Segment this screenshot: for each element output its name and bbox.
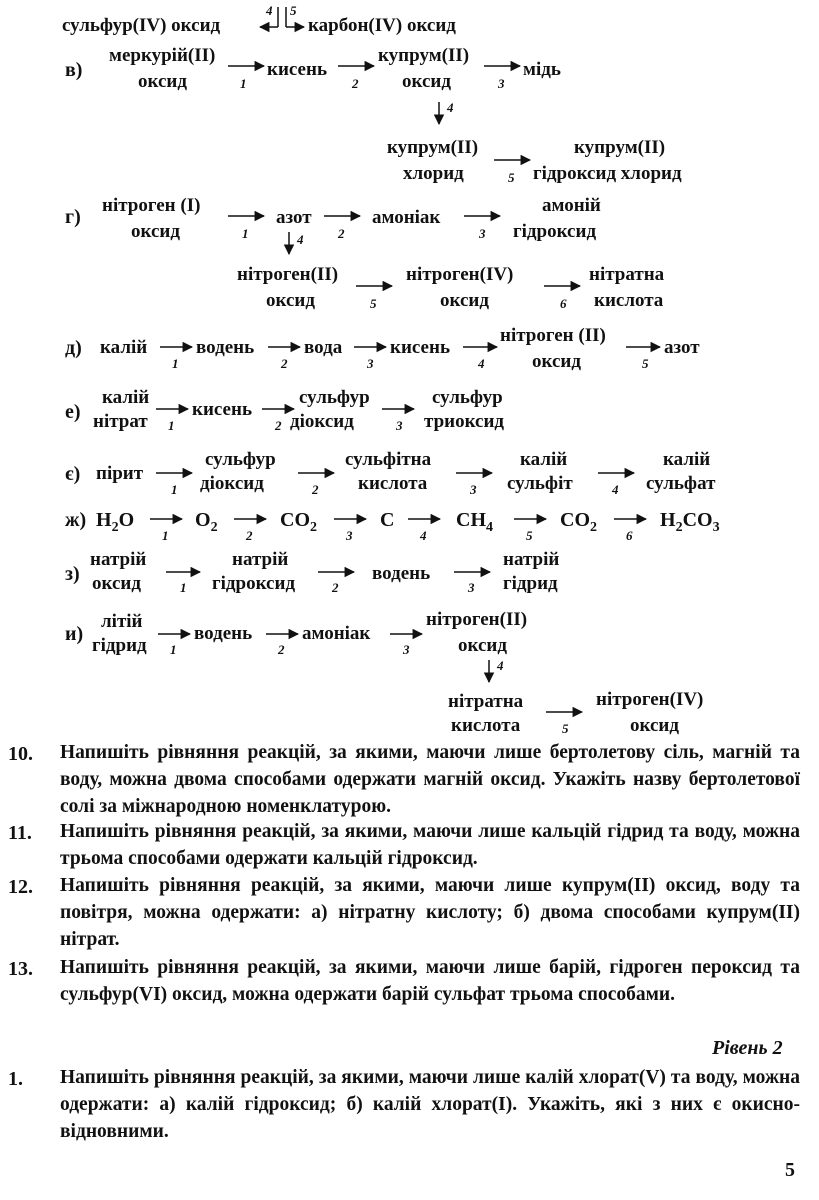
arrow-icon (160, 341, 194, 353)
formula-h2o: $H_2O$ (96, 509, 135, 535)
scheme-word: нітроген (II) (500, 325, 606, 346)
scheme-word: нітроген(II) (426, 609, 528, 630)
scheme-word: пірит (96, 463, 144, 484)
step-number: 3 (367, 356, 374, 371)
formula-c: C (380, 509, 395, 531)
scheme-top-a: сульфур(IV) оксид (62, 15, 221, 36)
arrow-icon (456, 467, 494, 479)
scheme-word: водень (372, 563, 431, 584)
step-number: 1 (172, 356, 179, 371)
scheme-word: купрум(II) (378, 45, 470, 66)
page-number: 5 (785, 1159, 795, 1181)
arrow-down-icon (282, 232, 296, 256)
arrow-icon (334, 513, 368, 525)
scheme-word: калій (520, 449, 568, 470)
scheme-label: ж) (65, 509, 87, 531)
step-number: 4 (447, 100, 454, 115)
step-number: 3 (403, 642, 410, 657)
step-number: 1 (168, 418, 175, 433)
step-number: 3 (468, 580, 475, 595)
scheme-word: оксид (92, 573, 141, 594)
scheme-word: нітроген(II) (237, 264, 339, 285)
arrow-icon (228, 60, 266, 72)
scheme-word: кисень (390, 337, 450, 358)
scheme-word: оксид (630, 715, 679, 736)
scheme-word: натрій (232, 549, 289, 570)
step-number: 2 (278, 642, 285, 657)
scheme-label: в) (65, 59, 83, 81)
step-number: 3 (470, 482, 477, 497)
scheme-word: гідроксид (212, 573, 296, 594)
arrow-icon (354, 341, 388, 353)
arrow-icon (484, 60, 522, 72)
scheme-word: оксид (532, 351, 581, 372)
scheme-word: купрум(II) (387, 137, 479, 158)
step-number: 2 (246, 528, 253, 543)
scheme-word: сульфур (205, 449, 276, 470)
task-text: Напишіть рівняння реакцій, за якими, маючи лише калій хлорат(V) та воду, можна одержати: а) калій гідроксид; б) калій хлорат(I). Укажіть, які з них є окисно-відновними. (60, 1067, 800, 1142)
scheme-word: нітрат (93, 411, 148, 432)
scheme-top-n1: 4 (266, 3, 273, 18)
scheme-word: оксид (266, 290, 315, 311)
task-number: 13. (8, 958, 33, 980)
scheme-word: амоній (542, 195, 601, 216)
step-number: 1 (171, 482, 178, 497)
scheme-label: є) (65, 463, 81, 485)
scheme-word: кислота (451, 715, 521, 736)
step-number: 3 (396, 418, 403, 433)
scheme-word: нітроген(IV) (406, 264, 514, 285)
scheme-word: літій (101, 611, 143, 632)
arrow-icon (464, 210, 502, 222)
scheme-word: калій (100, 337, 148, 358)
scheme-word: водень (196, 337, 255, 358)
step-number: 5 (370, 296, 377, 311)
arrow-icon (166, 566, 202, 578)
arrow-icon (494, 154, 532, 166)
step-number: 1 (180, 580, 187, 595)
arrow-icon (614, 513, 648, 525)
arrow-icon (268, 341, 302, 353)
step-number: 2 (338, 226, 345, 241)
arrow-icon (338, 60, 376, 72)
scheme-word: сульфіт (507, 473, 573, 494)
step-number: 2 (275, 418, 282, 433)
step-number: 2 (332, 580, 339, 595)
formula-co2: $CO_2$ (560, 509, 597, 535)
scheme-word: гідрид (92, 635, 147, 656)
step-number: 1 (240, 76, 247, 91)
step-number: 1 (162, 528, 169, 543)
scheme-top-b: карбон(IV) оксид (308, 15, 456, 36)
step-number: 6 (560, 296, 567, 311)
scheme-word: меркурій(II) (109, 45, 216, 66)
task-text: Напишіть рівняння реакцій, за якими, маючи лише купрум(II) оксид, воду та повітря, можна одержати: а) нітратну кислоту; б) двома способами купрум(II) нітрат. (60, 875, 800, 950)
task-number: 1. (8, 1068, 23, 1090)
step-number: 1 (170, 642, 177, 657)
scheme-label: д) (65, 337, 82, 359)
arrow-down-icon (482, 660, 496, 684)
step-number: 2 (281, 356, 288, 371)
level-heading: Рівень 2 (712, 1037, 783, 1059)
arrow-icon (266, 628, 300, 640)
scheme-word: кисень (192, 399, 252, 420)
arrow-icon (156, 403, 190, 415)
task-number: 11. (8, 822, 32, 844)
scheme-word: калій (663, 449, 711, 470)
arrow-icon (382, 403, 416, 415)
arrow-icon (463, 341, 499, 353)
scheme-word: нітроген (I) (102, 195, 201, 216)
step-number: 5 (508, 170, 515, 185)
step-number: 5 (562, 721, 569, 736)
scheme-word: азот (276, 207, 312, 228)
step-number: 3 (498, 76, 505, 91)
arrow-icon (514, 513, 548, 525)
step-number: 3 (346, 528, 353, 543)
scheme-word: кислота (358, 473, 428, 494)
arrow-icon (156, 467, 194, 479)
scheme-word: натрій (90, 549, 147, 570)
step-number: 1 (242, 226, 249, 241)
task-text: Напишіть рівняння реакцій, за якими, маючи лише бертолетову сіль, магній та воду, можна двома способами одержати магній оксид. Укажіть назву бертолетової солі за міжнародною номенклатурою. (60, 742, 800, 817)
task-number: 10. (8, 743, 33, 765)
scheme-word: гідроксид (513, 221, 597, 242)
scheme-word: вода (304, 337, 343, 358)
scheme-word: азот (664, 337, 700, 358)
arrow-icon (318, 566, 356, 578)
scheme-label: и) (65, 623, 84, 645)
step-number: 2 (352, 76, 359, 91)
scheme-word: амоніак (372, 207, 441, 228)
arrow-icon (234, 513, 268, 525)
arrow-icon (544, 280, 582, 292)
scheme-word: діоксид (290, 411, 354, 432)
scheme-word: водень (194, 623, 253, 644)
task-text: Напишіть рівняння реакцій, за якими, маючи лише барій, гідроген пероксид та сульфур(VI) оксид, можна одержати барій сульфат трьома способами. (60, 957, 800, 1005)
scheme-word: оксид (458, 635, 507, 656)
scheme-word: оксид (138, 71, 187, 92)
scheme-word: сульфур (432, 387, 503, 408)
scheme-word: нітроген(IV) (596, 689, 704, 710)
step-number: 5 (642, 356, 649, 371)
arrow-icon (454, 566, 492, 578)
step-number: 2 (312, 482, 319, 497)
scheme-word: натрій (503, 549, 560, 570)
scheme-word: сульфур (299, 387, 370, 408)
scheme-word: триоксид (424, 411, 505, 432)
scheme-word: амоніак (302, 623, 371, 644)
arrow-icon (298, 467, 336, 479)
scheme-word: оксид (440, 290, 489, 311)
arrow-icon (390, 628, 424, 640)
formula-h2co3: $H_2CO_3$ (660, 509, 720, 535)
scheme-word: кислота (594, 290, 664, 311)
step-number: 4 (497, 658, 504, 673)
scheme-word: калій (102, 387, 150, 408)
bidirectional-arrow-icon (256, 5, 306, 35)
arrow-icon (408, 513, 442, 525)
step-number: 6 (626, 528, 633, 543)
arrow-icon (598, 467, 636, 479)
scheme-top-n2: 5 (290, 3, 297, 18)
scheme-word: мідь (523, 59, 561, 80)
arrow-icon (356, 280, 394, 292)
step-number: 4 (297, 232, 304, 247)
scheme-word: сульфітна (345, 449, 432, 470)
task-number: 12. (8, 876, 33, 898)
scheme-word: кисень (267, 59, 327, 80)
arrow-icon (546, 706, 584, 718)
scheme-word: оксид (402, 71, 451, 92)
scheme-word: оксид (131, 221, 180, 242)
step-number: 3 (479, 226, 486, 241)
arrow-icon (324, 210, 362, 222)
arrow-icon (228, 210, 266, 222)
scheme-label: з) (65, 563, 80, 585)
scheme-word: діоксид (200, 473, 264, 494)
scheme-word: хлорид (403, 163, 464, 184)
formula-o2: $O_2$ (195, 509, 218, 535)
arrow-down-icon (432, 102, 446, 126)
formula-co2: $CO_2$ (280, 509, 317, 535)
scheme-word: нітратна (448, 691, 524, 712)
task-text: Напишіть рівняння реакцій, за якими, маючи лише кальцій гідрид та воду, можна трьома способами одержати кальцій гідроксид. (60, 821, 800, 869)
scheme-word: сульфат (646, 473, 716, 494)
scheme-word: гідрид (503, 573, 558, 594)
scheme-word: нітратна (589, 264, 665, 285)
scheme-label: е) (65, 401, 81, 423)
arrow-icon (158, 628, 192, 640)
step-number: 4 (478, 356, 485, 371)
arrow-icon (626, 341, 662, 353)
formula-ch4: $CH_4$ (456, 509, 493, 535)
step-number: 4 (420, 528, 427, 543)
step-number: 5 (526, 528, 533, 543)
scheme-label: г) (65, 206, 81, 228)
scheme-word: гідроксид хлорид (533, 163, 682, 184)
scheme-word: купрум(II) (574, 137, 666, 158)
arrow-icon (150, 513, 184, 525)
step-number: 4 (612, 482, 619, 497)
